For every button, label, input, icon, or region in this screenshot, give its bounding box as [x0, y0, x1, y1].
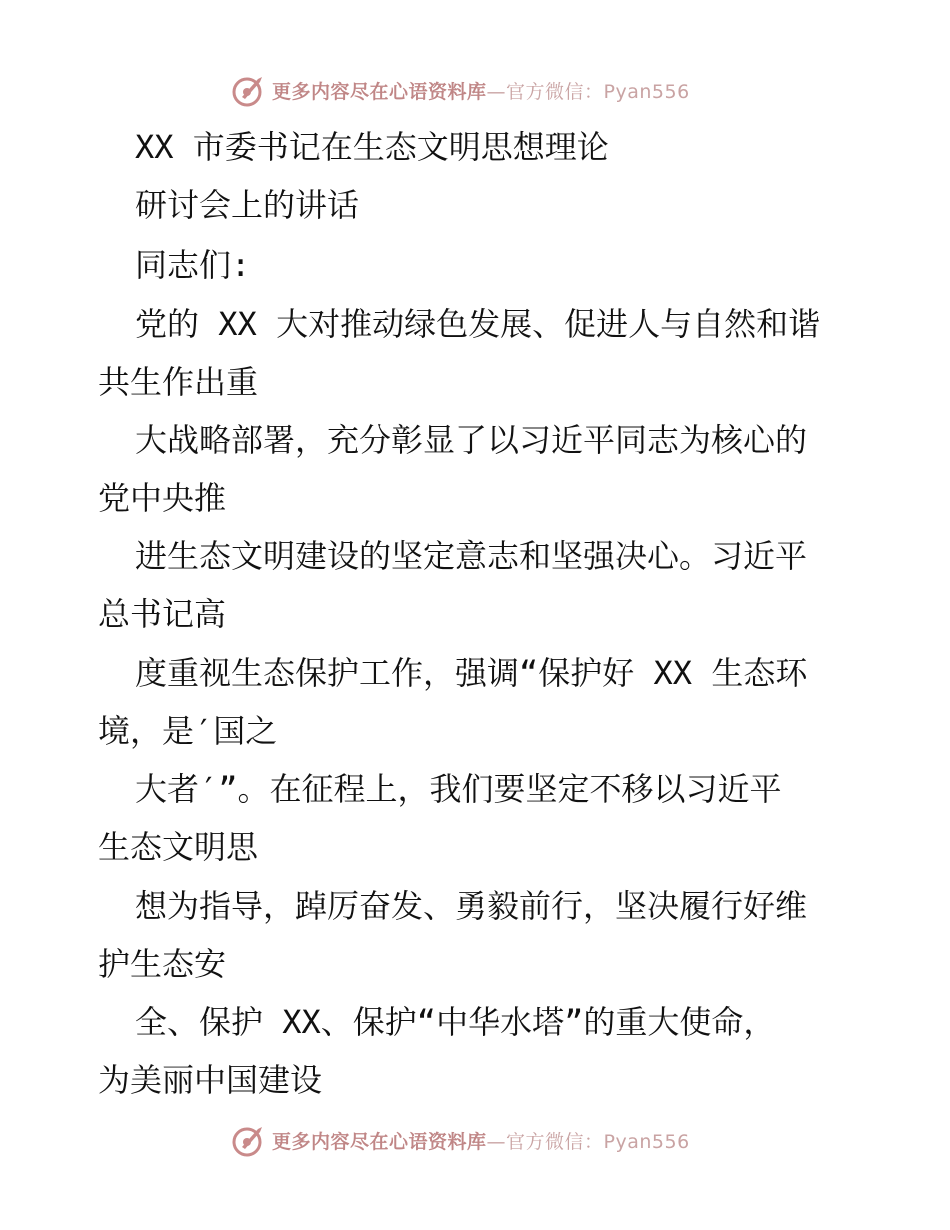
quill-circle-icon [232, 1123, 266, 1157]
doc-line: 度重视生态保护工作，强调“保护好 XX 生态环 [135, 654, 808, 692]
doc-line: 为美丽中国建设 [98, 1061, 323, 1099]
doc-line: 大战略部署，充分彰显了以习近平同志为核心的 [135, 421, 808, 459]
doc-line: 境，是′国之 [98, 712, 278, 750]
quill-circle-icon [232, 73, 266, 107]
doc-line: 生态文明思 [98, 828, 259, 866]
doc-line: 护生态安 [98, 945, 227, 983]
doc-line: 总书记高 [98, 595, 227, 633]
watermark-banner-top [232, 70, 690, 110]
watermark-text: 更多内容尽在心语资料库—官方微信：Pyan556 [272, 80, 690, 103]
doc-line: 大者′”。在征程上，我们要坚定不移以习近平 [135, 770, 782, 808]
watermark-text: 更多内容尽在心语资料库—官方微信：Pyan556 [272, 1130, 690, 1153]
doc-line: 全、保护 XX、保护“中华水塔”的重大使命， [135, 1003, 776, 1041]
doc-line: 党的 XX 大对推动绿色发展、促进人与自然和谐 [135, 305, 821, 343]
doc-salutation: 同志们: [135, 246, 251, 284]
watermark-banner-bottom [232, 1120, 690, 1160]
doc-line: 进生态文明建设的坚定意志和坚强决心。习近平 [135, 537, 808, 575]
doc-line: 共生作出重 [98, 363, 259, 401]
doc-title-line-1: XX 市委书记在生态文明思想理论 [135, 128, 609, 166]
doc-line: 党中央推 [98, 479, 227, 517]
doc-line: 想为指导，踔厉奋发、勇毅前行，坚决履行好维 [135, 887, 808, 925]
doc-title-line-2: 研讨会上的讲话 [135, 186, 360, 224]
